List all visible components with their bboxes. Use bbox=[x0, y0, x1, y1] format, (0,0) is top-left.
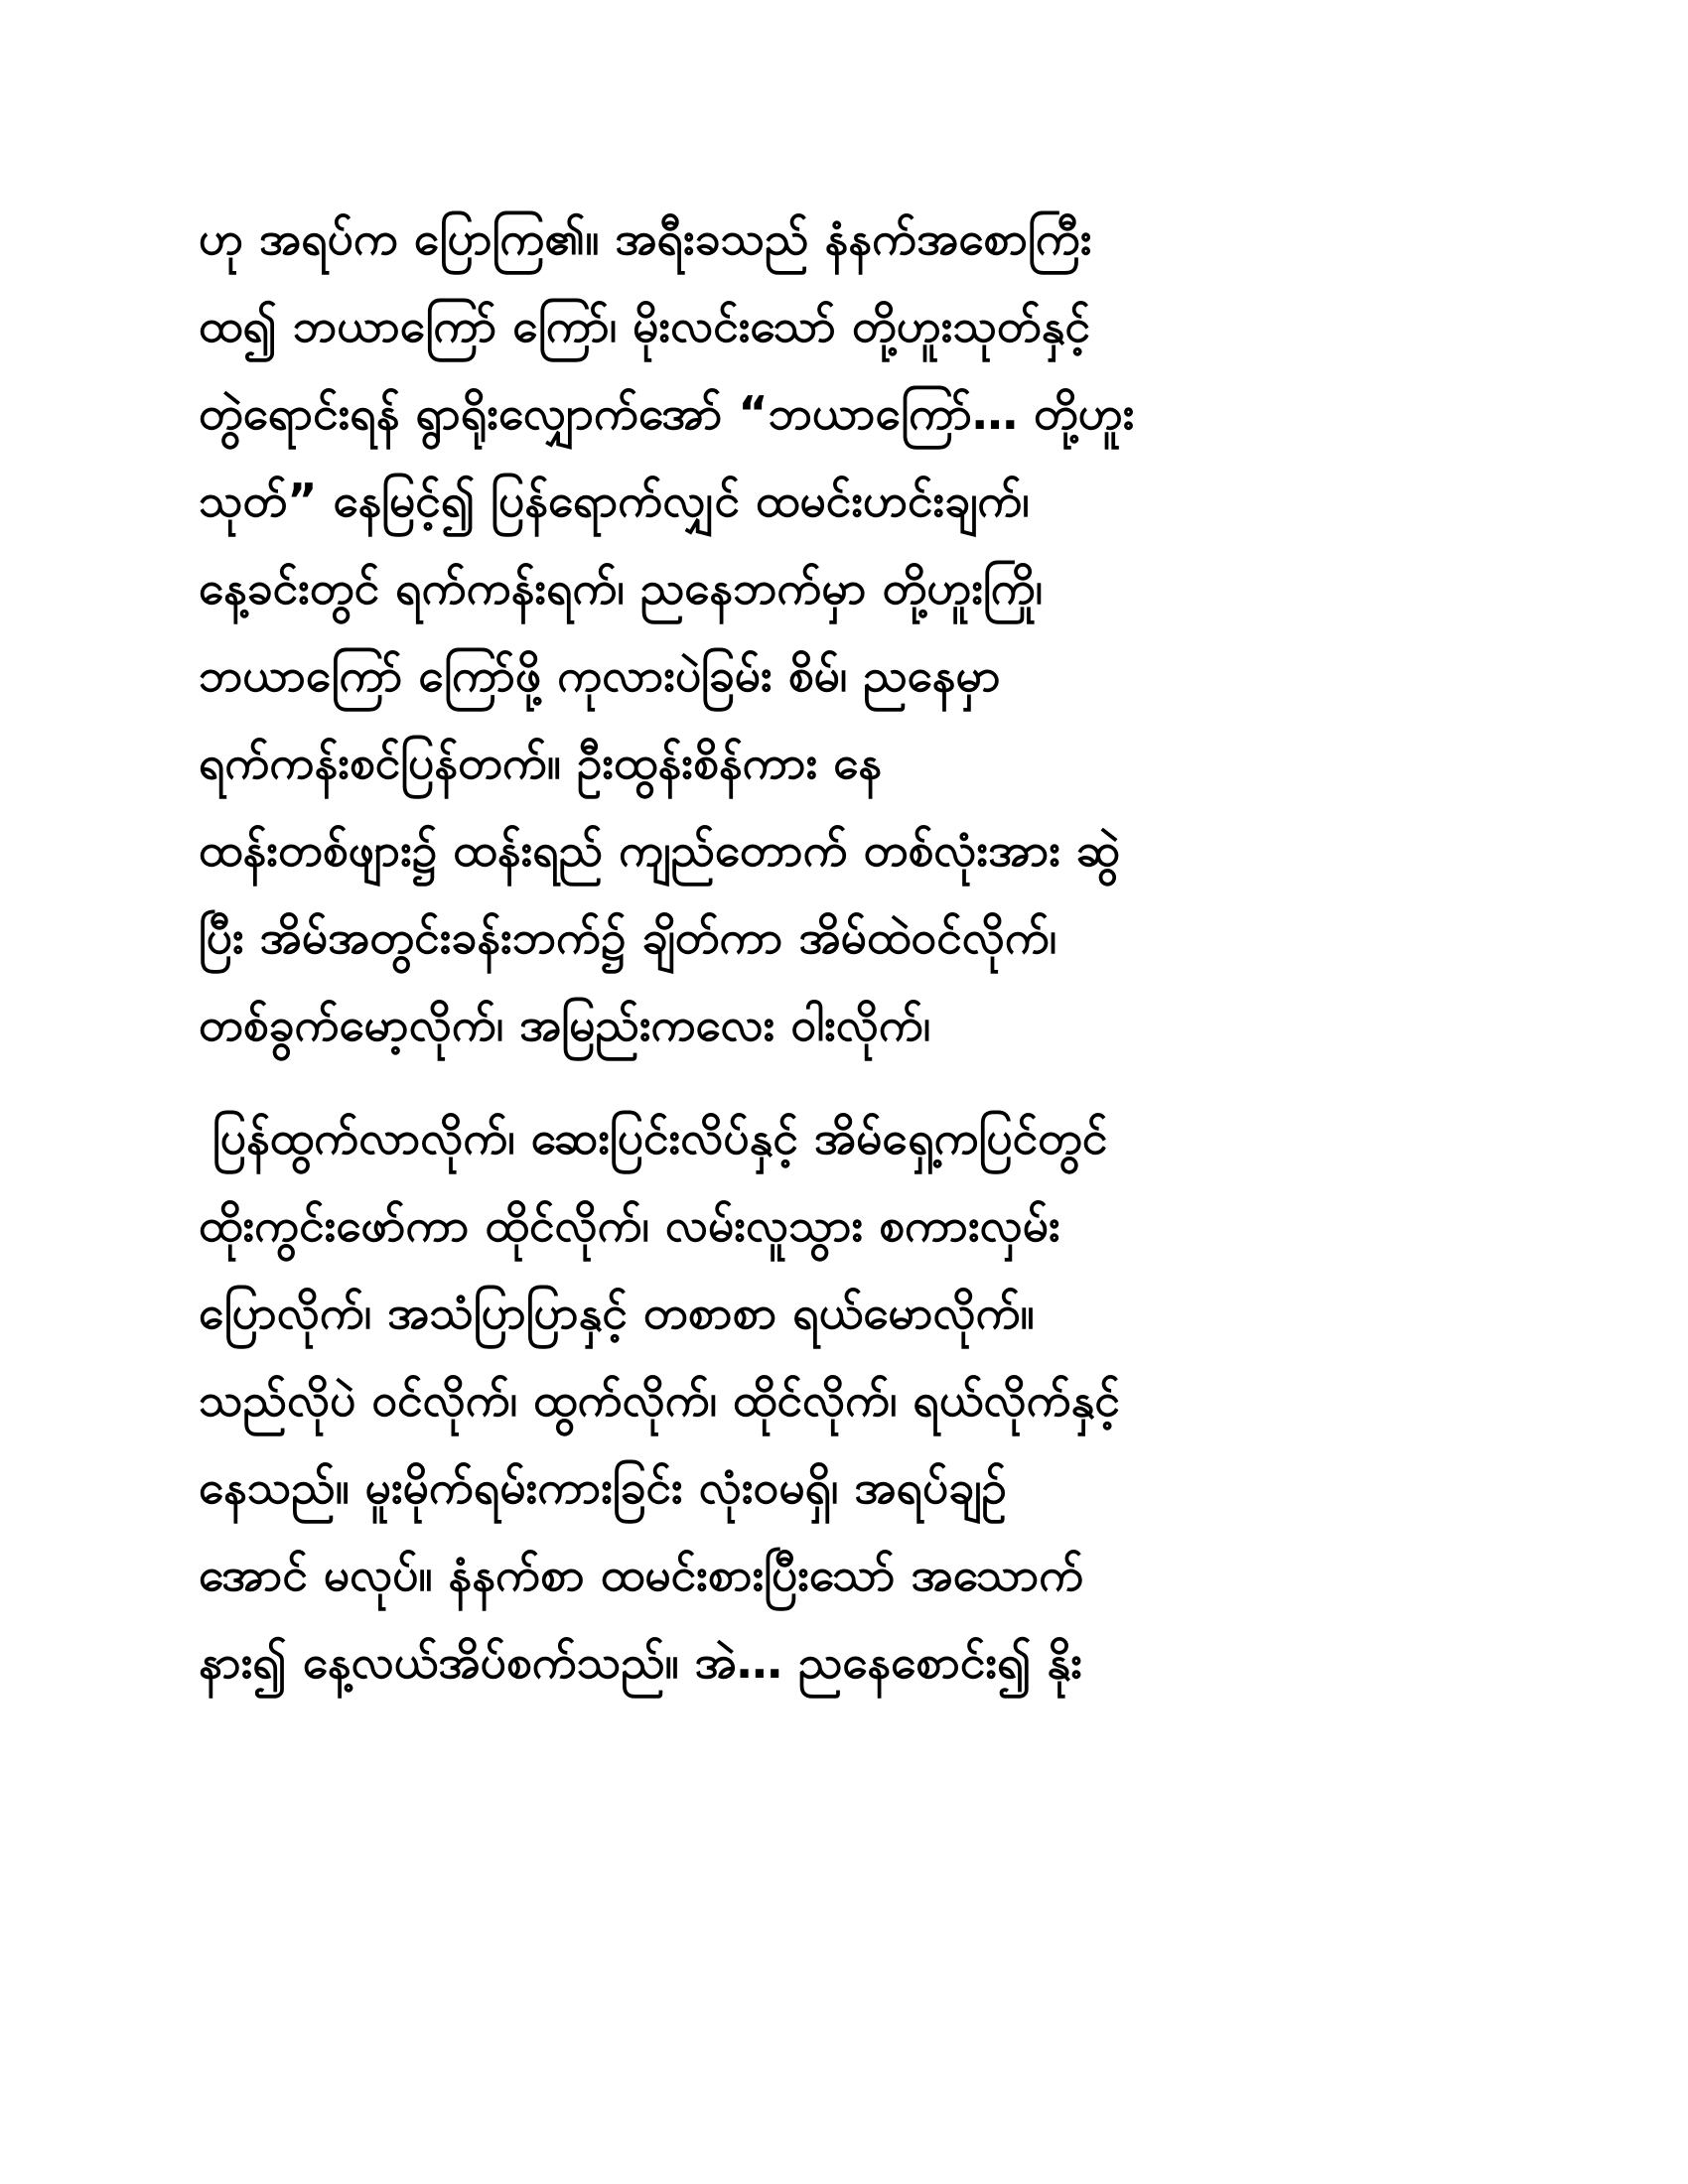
text-line-2: ထ၍ ဘယာကြော် ကြော်၊ မိုးလင်းသော် တို့ဟူးသုတ်နှင့် bbox=[199, 299, 1090, 352]
text-line-7: ရက်ကန်းစင်ပြန်တက်။ ဦးထွန်းစိန်ကား နေ bbox=[199, 736, 883, 789]
text-line-17: နား၍ နေ့လယ်အိပ်စက်သည်။ အဲ… ညနေစောင်း၍ နိုး bbox=[199, 1635, 1082, 1689]
text-line-13: ပြောလိုက်၊ အသံပြာပြာနှင့် တစာစာ ရယ်မောလိုက်။ bbox=[199, 1286, 1035, 1339]
text-line-9: ပြီး အိမ်အတွင်းခန်းဘက်၌ ချိတ်ကာ အိမ်ထဲဝင်လိုက်၊ bbox=[199, 910, 1057, 964]
text-line-14: သည်လိုပဲ ဝင်လိုက်၊ ထွက်လိုက်၊ ထိုင်လိုက်၊ ရယ်လိုက်နှင့် bbox=[199, 1373, 1120, 1427]
text-line-1: ဟု အရပ်က ပြောကြ၏။ အရီးခသည် နံနက်အစောကြီး bbox=[199, 211, 1092, 265]
text-line-6: ဘယာကြော် ကြော်ဖို့ ကုလားပဲခြမ်း စိမ်၊ ညနေမှာ bbox=[199, 648, 1001, 702]
text-line-15: နေသည်။ မူးမိုက်ရမ်းကားခြင်း လုံးဝမရှိ၊ အရပ်ချဉ် bbox=[199, 1460, 1007, 1514]
text-line-3: တွဲရောင်းရန် ရွာရိုးလျှောက်အော် “ဘယာကြော်… တို့ဟူး bbox=[199, 386, 1135, 440]
text-line-8: ထန်းတစ်ဖျား၌ ထန်းရည် ကျည်တောက် တစ်လုံးအား ဆွဲ bbox=[199, 823, 1121, 877]
text-line-16: အောင် မလုပ်။ နံနက်စာ ထမင်းစားပြီးသော် အသောက် bbox=[199, 1548, 1084, 1601]
text-line-10: တစ်ခွက်မော့လိုက်၊ အမြည်းကလေး ဝါးလိုက်၊ bbox=[199, 998, 931, 1051]
body-text bbox=[199, 195, 1489, 1706]
text-line-5: နေ့ခင်းတွင် ရက်ကန်းရက်၊ ညနေဘက်မှာ တို့ဟူးကြို၊ bbox=[199, 561, 1044, 614]
text-line-11: ပြန်ထွက်လာလိုက်၊ ဆေးပြင်းလိပ်နှင့် အိမ်ရှေ့ကပြင်တွင် bbox=[212, 1111, 1108, 1164]
text-line-4: သုတ်” နေမြင့်၍ ပြန်ရောက်လျှင် ထမင်းဟင်းချက်၊ bbox=[199, 474, 1030, 527]
paragraph-gap bbox=[199, 1068, 1489, 1094]
text-line-12: ထိုးကွင်းဖော်ကာ ထိုင်လိုက်၊ လမ်းလူသွား စကားလှမ်း bbox=[199, 1198, 1060, 1252]
